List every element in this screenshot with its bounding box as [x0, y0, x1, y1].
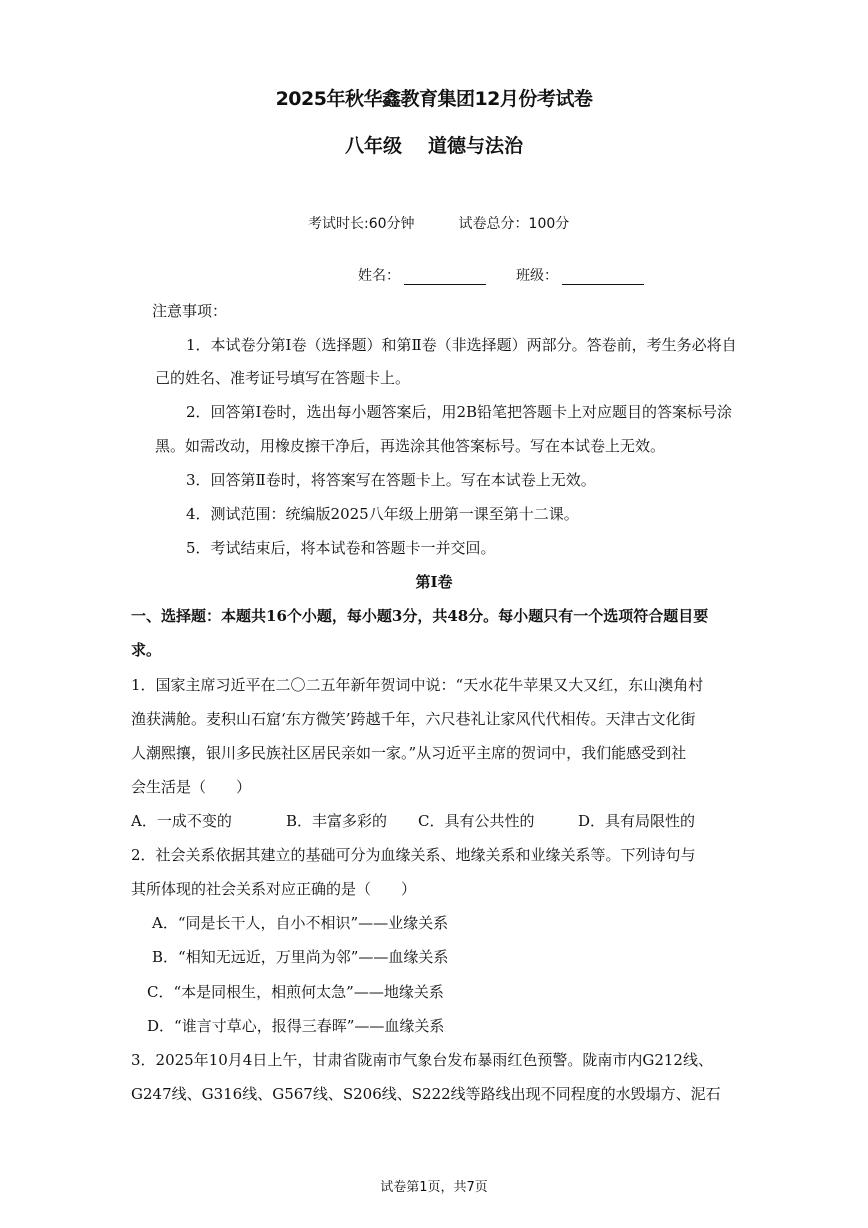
q1-line-1: 1．国家主席习近平在二〇二五年新年贺词中说：“天水花牛苹果又大又红，东山澳角村 [131, 676, 704, 694]
note-1-line-1: 1．本试卷分第Ⅰ卷（选择题）和第Ⅱ卷（非选择题）两部分。答卷前，考生务必将自 [186, 336, 737, 354]
section-heading-line-1: 一、选择题：本题共16个小题，每小题3分，共48分。每小题只有一个选项符合题目要 [131, 607, 709, 625]
q2-option-b: B．“相知无远近，万里尚为邻”——血缘关系 [152, 948, 449, 966]
part-title: 第Ⅰ卷 [415, 573, 453, 591]
note-2-line-2: 黑。如需改动，用橡皮擦干净后，再选涂其他答案标号。写在本试卷上无效。 [155, 437, 666, 455]
class-label: 班级： [516, 268, 558, 284]
q3-line-1: 3．2025年10月4日上午，甘肃省陇南市气象台发布暴雨红色预警。陇南市内G212线、 [131, 1051, 713, 1069]
note-5: 5．考试结束后，将本试卷和答题卡一并交回。 [186, 539, 496, 557]
q1-line-4: 会生活是（ ） [131, 778, 252, 796]
q2-option-d: D．“谁言寸草心，报得三春晖”——血缘关系 [147, 1017, 445, 1035]
q1-line-2: 渔获满舱。麦积山石窟‘东方微笑’跨越千年，六尺巷礼让家风代代相传。天津古文化街 [131, 710, 696, 728]
q3-line-2: G247线、G316线、G567线、S206线、S222线等路线出现不同程度的水毁塌方、泥石 [131, 1085, 721, 1103]
exam-subtitle [0, 131, 868, 158]
note-3: 3．回答第Ⅱ卷时，将答案写在答题卡上。写在本试卷上无效。 [186, 471, 596, 489]
notes-heading: 注意事项： [152, 302, 228, 320]
q1-option-a: A．一成不变的 [131, 812, 232, 830]
q1-option-c: C．具有公共性的 [418, 812, 535, 830]
q1-line-3: 人潮熙攘，银川多民族社区居民亲如一家。”从习近平主席的贺词中，我们能感受到社 [131, 744, 687, 762]
page-footer: 试卷第1页，共7页 [380, 1180, 488, 1195]
grade-label: 八年级 [344, 135, 402, 157]
q2-option-a: A．“同是长干人，自小不相识”——业缘关系 [152, 914, 449, 932]
exam-total-score: 试卷总分：100分 [458, 216, 570, 232]
q1-option-d: D．具有局限性的 [578, 812, 696, 830]
q2-line-1: 2．社会关系依据其建立的基础可分为血缘关系、地缘关系和业缘关系等。下列诗句与 [131, 846, 696, 864]
class-blank[interactable] [562, 270, 644, 285]
note-1-line-2: 己的姓名、准考证号填写在答题卡上。 [155, 369, 411, 387]
note-2-line-1: 2．回答第Ⅰ卷时，选出每小题答案后，用2B铅笔把答题卡上对应题目的答案标号涂 [186, 403, 733, 421]
exam-title: 2025年秋华鑫教育集团12月份考试卷 [275, 88, 593, 110]
q2-option-c: C．“本是同根生，相煎何太急”——地缘关系 [147, 983, 444, 1001]
note-4: 4．测试范围：统编版2025八年级上册第一课至第十二课。 [186, 505, 579, 523]
student-info-fields [358, 265, 644, 285]
section-heading-line-2: 求。 [131, 641, 162, 659]
q2-line-2: 其所体现的社会关系对应正确的是（ ） [131, 880, 417, 898]
name-label: 姓名： [358, 268, 400, 284]
q1-option-b: B．丰富多彩的 [286, 812, 388, 830]
exam-duration: 考试时长:60分钟 [308, 216, 415, 232]
exam-meta [308, 213, 569, 233]
subject-label: 道德与法治 [428, 135, 524, 157]
name-blank[interactable] [404, 270, 486, 285]
